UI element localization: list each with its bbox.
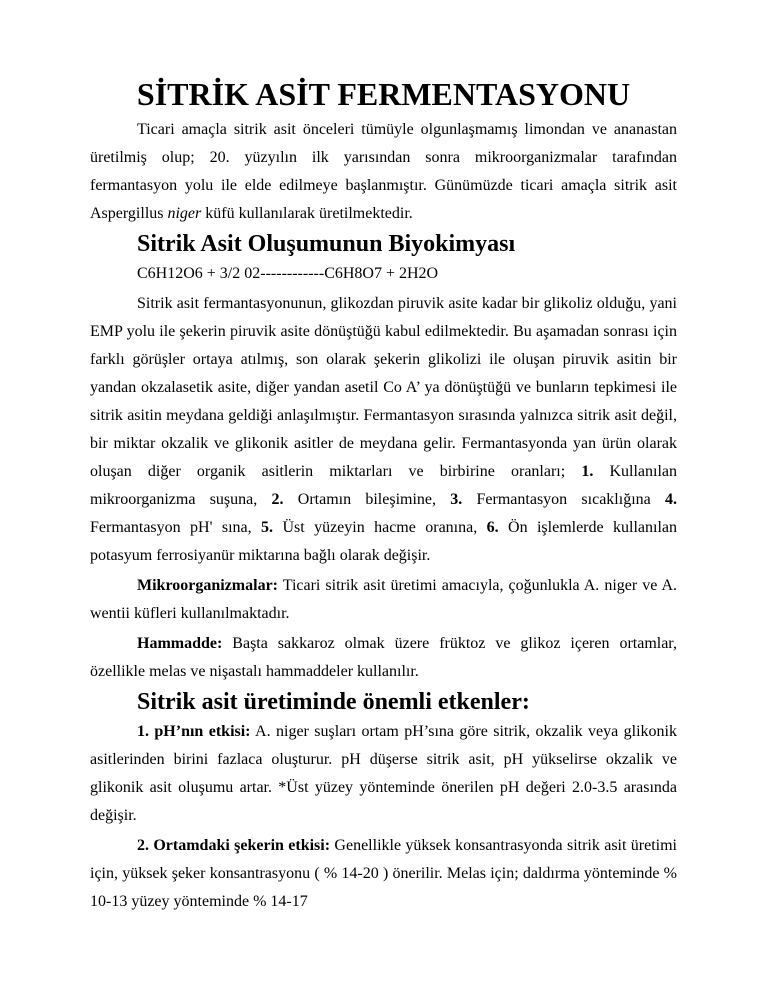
- text-run: 1.: [581, 463, 594, 480]
- text-run: Fermantasyon pH' sına,: [90, 519, 262, 536]
- text-run: A. niger suşları ortam pH’sına göre sitrik, okzalik veya glikonik asitlerinden birini fazlaca oluşturur. pH düşerse sitrik asit, pH yükselirse okzalik ve glikonik asit oluşumu artar. *Üst yüzey yönteminde önerilen pH değeri 2.0-3.5 arasında değişir.: [90, 723, 677, 824]
- text-run: Genellikle yüksek konsantrasyonda sitrik asit üretimi için, yüksek şeker konsantrasyonu ( % 14-20 ) önerilir. Melas için; daldırma yönteminde % 10-13 yüzey yönteminde % 14-17: [90, 837, 677, 910]
- text-run: Ön işlemlerde kullanılan potasyum ferrosiyanür miktarına bağlı olarak değişir.: [90, 519, 677, 564]
- text-run: Hammadde:: [137, 635, 223, 652]
- text-run: Başta sakkaroz olmak üzere früktoz ve glikoz içeren ortamlar, özellikle melas ve nişastalı hammaddeler kullanılır.: [90, 635, 677, 680]
- paragraph-intro: [90, 116, 677, 228]
- text-run: 6.: [486, 519, 499, 536]
- text-run: 2. Ortamdaki şekerin etkisi:: [137, 837, 331, 854]
- paragraph-ph-effect: [90, 718, 677, 830]
- chemical-equation: [90, 260, 677, 288]
- paragraph-fermentation-details: [90, 290, 677, 570]
- text-run: 2.: [271, 491, 284, 508]
- text-run: Kullanılan mikroorganizma suşuna,: [90, 463, 678, 508]
- text-run: 4.: [665, 491, 677, 508]
- text-run: 3.: [450, 491, 463, 508]
- text-run: niger: [167, 205, 202, 222]
- text-run: Sitrik asit üretiminde önemli etkenler:: [137, 689, 530, 715]
- text-run: 1. pH’nın etkisi:: [137, 723, 251, 740]
- document-title: [90, 76, 677, 112]
- paragraph-sugar-effect: [90, 832, 677, 916]
- paragraph-microorganisms: [90, 572, 677, 628]
- text-run: 5.: [261, 519, 274, 536]
- text-run: Fermantasyon sıcaklığına: [462, 491, 665, 508]
- text-run: Sitrik asit fermantasyonunun, glikozdan piruvik asite kadar bir glikoliz olduğu, yani EMP yolu ile şekerin piruvik asite dönüştüğü kabul edilmektedir. Bu aşamadan sonrası için farklı görüşler ortaya atılmış, son olarak şekerin glikolizi ile oluşan piruvik asitin bir yandan okzalasetik asite, diğer yandan asetil Co A’ ya dönüştüğü ve bunların tepkimesi ile sitrik asitin meydana geldiği anlaşılmıştır. Fermantasyon sırasında yalnızca sitrik asit değil, bir miktar okzalik ve glikonik asitler de meydana gelir. Fermantasyonda yan ürün olarak oluşan diğer organik asitlerin miktarları ve birbirine oranları;: [90, 295, 677, 480]
- text-run: Üst yüzeyin hacme oranına,: [273, 519, 487, 536]
- text-run: C6H12O6 + 3/2 02------------C6H8O7 + 2H2O: [137, 265, 439, 282]
- section-heading-important-factors: [90, 688, 677, 716]
- paragraph-raw-material: [90, 630, 677, 686]
- text-run: Sitrik Asit Oluşumunun Biyokimyası: [137, 231, 516, 257]
- section-heading-biochemistry: [90, 230, 677, 258]
- text-run: SİTRİK ASİT FERMENTASYONU: [136, 76, 631, 112]
- text-run: Ticari amaçla sitrik asit önceleri tümüyle olgunlaşmamış limondan ve ananastan üretilmiş olup; 20. yüzyılın ilk yarısından sonra mikroorganizmalar tarafından fermantasyon yolu ile elde edilmeye başlanmıştır. Günümüzde ticari amaçla sitrik asit Aspergillus: [90, 121, 677, 222]
- text-run: Ticari sitrik asit üretimi amacıyla, çoğunlukla A. niger ve A. wentii küfleri kullanılmaktadır.: [90, 577, 677, 622]
- text-run: Mikroorganizmalar:: [137, 577, 279, 594]
- text-run: küfü kullanılarak üretilmektedir.: [201, 205, 413, 222]
- text-run: Ortamın bileşimine,: [283, 491, 451, 508]
